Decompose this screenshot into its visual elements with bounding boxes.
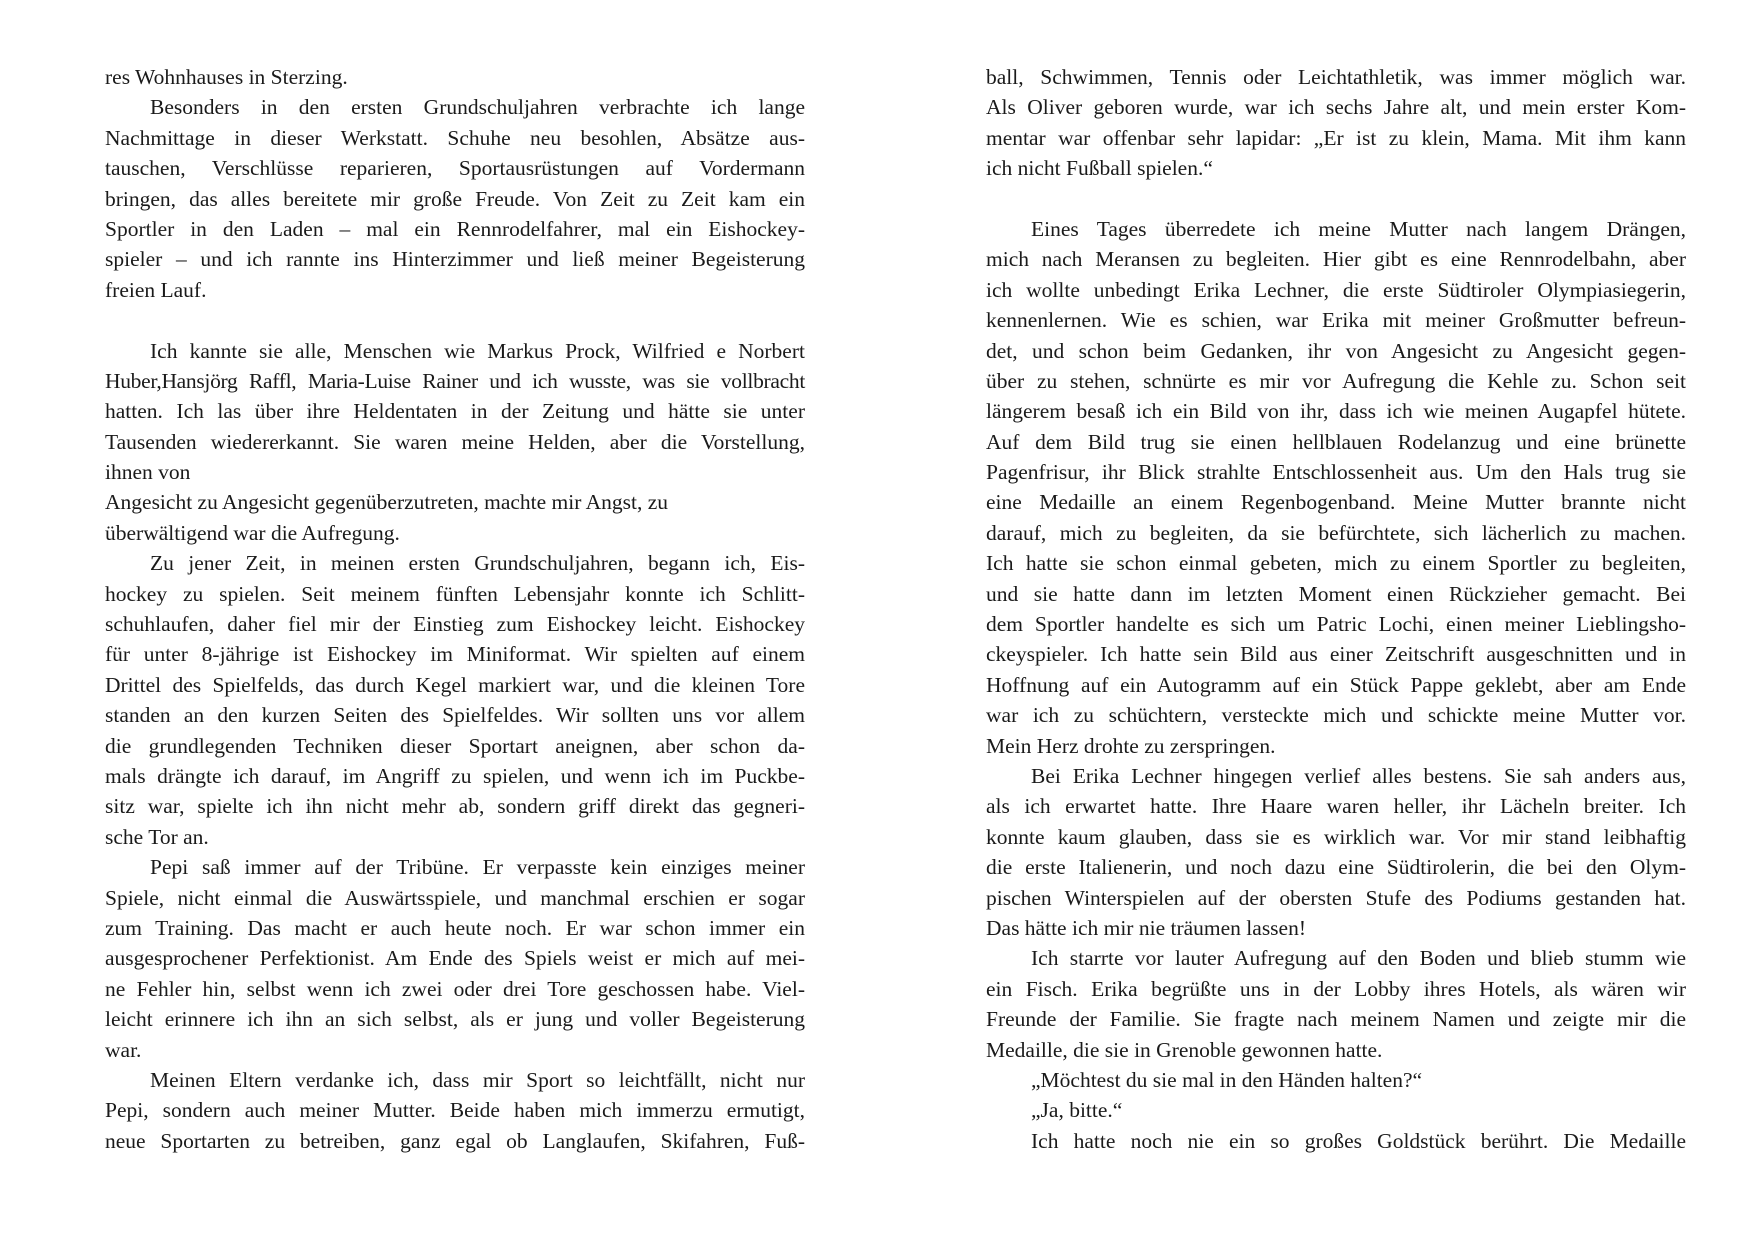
text-line: Tausenden wiedererkannt. Sie waren meine Helden, aber die Vorstellung, <box>105 429 805 454</box>
text-line: leicht erinnere ich ihn an sich selbst, als er jung und voller Begeisterung <box>105 1007 805 1032</box>
text-line: kennenlernen. Wie es schien, war Erika mit meiner Großmutter befreun- <box>986 308 1686 333</box>
text-line: Bei Erika Lechner hingegen verlief alles bestens. Sie sah anders aus, <box>1031 763 1686 788</box>
text-line: Ich starrte vor lauter Aufregung auf den Boden und blieb stumm wie <box>1031 946 1686 971</box>
text-line: war ich zu schüchtern, versteckte mich und schickte meine Mutter vor. <box>986 703 1686 728</box>
text-line: überwältigend war die Aufregung. <box>105 520 400 545</box>
text-line: Huber,Hansjörg Raffl, Maria-Luise Rainer und ich wusste, was sie vollbracht <box>105 368 805 393</box>
text-line: Medaille, die sie in Grenoble gewonnen hatte. <box>986 1037 1383 1062</box>
text-line: Pepi saß immer auf der Tribüne. Er verpasste kein einziges meiner <box>150 855 805 880</box>
text-line: ausgesprochener Perfektionist. Am Ende des Spiels weist er mich auf mei- <box>105 946 805 971</box>
text-line: „Möchtest du sie mal in den Händen halten?“ <box>1031 1067 1423 1092</box>
text-line: konnte kaum glauben, dass sie es wirklich war. Vor mir stand leibhaftig <box>986 824 1686 849</box>
text-line: ich nicht Fußball spielen.“ <box>986 156 1213 181</box>
text-line: Meinen Eltern verdanke ich, dass mir Sport so leichtfällt, nicht nur <box>150 1067 805 1092</box>
text-line: für unter 8-jährige ist Eishockey im Miniformat. Wir spielten auf einem <box>105 642 805 667</box>
text-line: sitz war, spielte ich ihn nicht mehr ab, sondern griff direkt das gegneri- <box>105 794 805 819</box>
text-line: Ich hatte sie schon einmal gebeten, mich zu einem Sportler zu begleiten, <box>986 551 1686 576</box>
right-page <box>986 62 1686 1156</box>
text-line: bringen, das alles bereitete mir große Freude. Von Zeit zu Zeit kam ein <box>105 186 805 211</box>
text-line: war. <box>105 1037 142 1062</box>
text-line: Pagenfrisur, ihr Blick strahlte Entschlossenheit aus. Um den Hals trug sie <box>986 460 1686 485</box>
text-line: schuhlaufen, daher fiel mir der Einstieg zum Eishockey leicht. Eishockey <box>105 612 805 637</box>
text-line: Nachmittage in dieser Werkstatt. Schuhe neu besohlen, Absätze aus- <box>105 125 805 150</box>
text-line: Auf dem Bild trug sie einen hellblauen Rodelanzug und eine brünette <box>986 429 1686 454</box>
text-line: mich nach Meransen zu begleiten. Hier gibt es eine Rennrodelbahn, aber <box>986 247 1686 272</box>
text-line: ball, Schwimmen, Tennis oder Leichtathletik, was immer möglich war. <box>986 65 1686 89</box>
text-line: hatten. Ich las über ihre Heldentaten in der Zeitung und hätte sie unter <box>105 399 805 424</box>
text-line: dem Sportler handelte es sich um Patric Lochi, einen meiner Lieblingsho- <box>986 612 1686 637</box>
text-line: Als Oliver geboren wurde, war ich sechs Jahre alt, und mein erster Kom- <box>986 95 1686 120</box>
text-line: Spiele, nicht einmal die Auswärtsspiele, und manchmal erschien er sogar <box>105 885 805 910</box>
text-line: neue Sportarten zu betreiben, ganz egal ob Langlaufen, Skifahren, Fuß- <box>105 1128 805 1153</box>
text-line: mentar war offenbar sehr lapidar: „Er ist zu klein, Mama. Mit ihm kann <box>986 125 1686 150</box>
text-line: Besonders in den ersten Grundschuljahren verbrachte ich lange <box>150 95 805 120</box>
text-line: längerem besaß ich ein Bild von ihr, dass ich wie meinen Augapfel hütete. <box>986 399 1686 424</box>
text-line: ckeyspieler. Ich hatte sein Bild aus einer Zeitschrift ausgeschnitten und in <box>986 642 1686 667</box>
text-line: eine Medaille an einem Regenbogenband. Meine Mutter brannte nicht <box>986 490 1686 515</box>
text-line: pischen Winterspielen auf der obersten Stufe des Podiums gestanden hat. <box>986 885 1686 910</box>
text-line: Ich kannte sie alle, Menschen wie Markus Prock, Wilfried e Norbert <box>150 338 805 363</box>
text-line: tauschen, Verschlüsse reparieren, Sportausrüstungen auf Vordermann <box>105 156 805 181</box>
text-line: ein Fisch. Erika begrüßte uns in der Lobby ihres Hotels, als wären wir <box>986 976 1686 1001</box>
text-line: ihnen von <box>105 460 191 485</box>
text-line: res Wohnhauses in Sterzing. <box>105 65 348 89</box>
text-line: die grundlegenden Techniken dieser Sportart aneignen, aber schon da- <box>105 733 805 758</box>
text-line: spieler – und ich rannte ins Hinterzimmer und ließ meiner Begeisterung <box>105 247 805 272</box>
text-line: ich wollte unbedingt Erika Lechner, die erste Südtiroler Olympiasiegerin, <box>986 277 1686 302</box>
text-line: freien Lauf. <box>105 277 207 302</box>
text-line: Pepi, sondern auch meiner Mutter. Beide haben mich immerzu ermutigt, <box>105 1098 805 1123</box>
text-line: standen an den kurzen Seiten des Spielfeldes. Wir sollten uns vor allem <box>105 703 805 728</box>
text-line: sche Tor an. <box>105 824 209 849</box>
text-line: ne Fehler hin, selbst wenn ich zwei oder drei Tore geschossen habe. Viel- <box>105 976 805 1001</box>
text-line: Zu jener Zeit, in meinen ersten Grundschuljahren, begann ich, Eis- <box>150 551 805 576</box>
text-line: Mein Herz drohte zu zerspringen. <box>986 733 1276 758</box>
text-line: „Ja, bitte.“ <box>1031 1098 1123 1123</box>
text-line: zum Training. Das macht er auch heute noch. Er war schon immer ein <box>105 915 805 940</box>
text-line: Hoffnung auf ein Autogramm auf ein Stück Pappe geklebt, aber am Ende <box>986 672 1686 697</box>
text-line: die erste Italienerin, und noch dazu eine Südtirolerin, die bei den Olym- <box>986 855 1686 880</box>
text-line: mals drängte ich darauf, im Angriff zu spielen, und wenn ich im Puckbe- <box>105 763 805 788</box>
paragraph-gap <box>986 184 1686 214</box>
paragraph-gap <box>105 305 805 335</box>
left-page <box>105 62 805 1156</box>
text-line: hockey zu spielen. Seit meinem fünften Lebensjahr konnte ich Schlitt- <box>105 581 805 606</box>
text-line: Das hätte ich mir nie träumen lassen! <box>986 915 1307 940</box>
text-line: Angesicht zu Angesicht gegenüberzutreten, machte mir Angst, zu <box>105 490 669 515</box>
text-line: Freunde der Familie. Sie fragte nach meinem Namen und zeigte mir die <box>986 1007 1686 1032</box>
text-line: Sportler in den Laden – mal ein Rennrodelfahrer, mal ein Eishockey- <box>105 216 805 241</box>
text-line: Ich hatte noch nie ein so großes Goldstück berührt. Die Medaille <box>1031 1128 1686 1153</box>
text-line: als ich erwartet hatte. Ihre Haare waren heller, ihr Lächeln breiter. Ich <box>986 794 1686 819</box>
text-line: und sie hatte dann im letzten Moment einen Rückzieher gemacht. Bei <box>986 581 1686 606</box>
text-line: Drittel des Spielfelds, das durch Kegel markiert war, und die kleinen Tore <box>105 672 805 697</box>
text-line: über zu stehen, schnürte es mir vor Aufregung die Kehle zu. Schon seit <box>986 368 1686 393</box>
text-line: det, und schon beim Gedanken, ihr von Angesicht zu Angesicht gegen- <box>986 338 1686 363</box>
text-line: Eines Tages überredete ich meine Mutter nach langem Drängen, <box>1031 216 1686 241</box>
text-line: darauf, mich zu begleiten, da sie befürchtete, sich lächerlich zu machen. <box>986 520 1686 545</box>
